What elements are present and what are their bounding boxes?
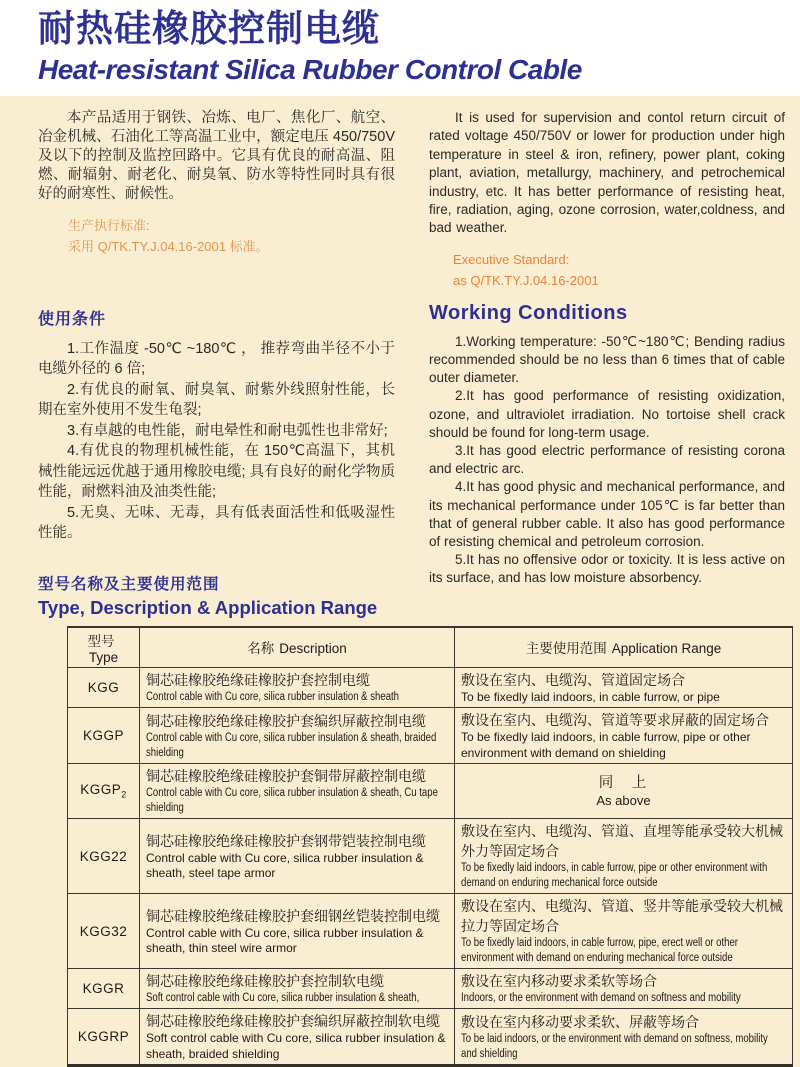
- cell-description: 铜芯硅橡胶绝缘硅橡胶护套铜带屏蔽控制电缆 Control cable with Cu core, silica rubber insulation & sheath, Cu tape shielding: [140, 764, 455, 819]
- condition-item: 2.It has good performance of resisting oxidization, ozone, and ultraviolet irradiation. No tortoise shell crack should be found for long-term usage.: [429, 388, 785, 440]
- condition-item: 5.无臭、无味、无毒，具有低表面活性和低吸湿性性能。: [38, 504, 395, 542]
- condition-item: 3.It has good electric performance of resisting corona and electric arc.: [429, 443, 785, 477]
- cell-application: 敷设在室内、电缆沟、管道、直埋等能承受较大机械外力等固定场合 To be fixedly laid indoors, in cable furrow, pipe or other environment with demand on enduring mechanical force outside: [455, 819, 793, 894]
- condition-item: 5.It has no offensive odor or toxicity. It is less active on its surface, and has low moisture absorbency.: [429, 552, 785, 586]
- cell-description: 铜芯硅橡胶绝缘硅橡胶护套编织屏蔽控制软电缆 Soft control cable with Cu core, silica rubber insulation & sheath, braided shielding: [140, 1009, 455, 1066]
- table-row: [68, 969, 793, 1009]
- cell-type: KGGR: [68, 969, 140, 1009]
- page-title-en: Heat-resistant Silica Rubber Control Cable: [38, 53, 582, 85]
- column-header-type: 型号Type: [68, 627, 140, 668]
- intro-column-zh: [38, 109, 395, 291]
- content-sheet: [0, 96, 800, 1067]
- table-row: [68, 708, 793, 764]
- condition-item: 4.有优良的物理机械性能，在 150℃高温下，其机械性能远远优越于通用橡胶电缆; 具有良好的耐化学物质性能，耐燃料油及油类性能;: [38, 443, 395, 501]
- cell-description: 铜芯硅橡胶绝缘硅橡胶护套编织屏蔽控制电缆 Control cable with Cu core, silica rubber insulation & sheath, braided shielding: [140, 708, 455, 764]
- cell-description: 铜芯硅橡胶绝缘硅橡胶护套控制软电缆 Soft control cable with Cu core, silica rubber insulation & sheath,: [140, 969, 455, 1009]
- cell-description: 铜芯硅橡胶绝缘硅橡胶护套控制电缆 Control cable with Cu core, silica rubber insulation & sheath: [140, 667, 455, 708]
- column-header-application: 主要使用范围 Application Range: [455, 627, 793, 668]
- cell-type: KGGRP: [68, 1009, 140, 1066]
- standard-value-en: as Q/TK.TY.J.04.16-2001: [453, 272, 599, 288]
- page-title-zh: 耐热硅橡胶控制电缆: [38, 8, 380, 49]
- table-row: [68, 894, 793, 969]
- intro-paragraph-en: It is used for supervision and contol return circuit of rated voltage 450/750V or lower for production under high temperature in steel & iron, refinery, power plant, coking plant, aviation, metallurgy, machinery, and petrochemical industry, etc. It has better performance of resisting heat, fire, radiation, aging, ozone corrosion, water,coldness, and bad weather.: [429, 110, 785, 236]
- production-standard-zh: [68, 215, 395, 257]
- condition-item: 1.Working temperature: -50℃~180℃; Bending radius recommended should be no less than 6 times that of cable outer diameter.: [429, 333, 785, 386]
- masthead: [0, 0, 800, 96]
- table-row: [68, 819, 793, 894]
- cell-description: 铜芯硅橡胶绝缘硅橡胶护套钢带铠装控制电缆 Control cable with Cu core, silica rubber insulation & sheath, steel tape armor: [140, 819, 455, 894]
- condition-item: 2.有优良的耐氧、耐臭氧、耐紫外线照射性能，长期在室外使用不发生龟裂;: [38, 381, 395, 419]
- table-row: [68, 764, 793, 819]
- standard-value-zh: 采用 Q/TK.TY.J.04.16-2001 标准。: [68, 239, 269, 254]
- cell-application: 敷设在室内、电缆沟、管道、竖井等能承受较大机械拉力等固定场合 To be fixedly laid indoors, in cable furrow, pipe, erect well or other environment with demand on enduring mechanical force outside: [455, 894, 793, 969]
- conditions-column-zh: [38, 291, 395, 588]
- cell-type: KGG32: [68, 894, 140, 969]
- conditions-header-en: Working Conditions: [429, 301, 628, 324]
- cell-application: 敷设在室内、电缆沟、管道等要求屏蔽的固定场合 To be fixedly laid indoors, in cable furrow, pipe or other environment with demand on shielding: [455, 708, 793, 764]
- type-section-header-zh: 型号名称及主要使用范围: [38, 575, 220, 593]
- condition-item: 3.有卓越的电性能，耐电晕性和耐电弧性也非常好;: [67, 422, 388, 439]
- cell-type: $KGGP_2$: [68, 764, 140, 819]
- cell-application: 敷设在室内移动要求柔软、屏蔽等场合 To be laid indoors, or the environment with demand on softness, mobility and shielding: [455, 1009, 793, 1066]
- cell-application: 敷设在室内、电缆沟、管道固定场合 To be fixedly laid indoors, in cable furrow, or pipe: [455, 667, 793, 708]
- executive-standard-en: [453, 249, 785, 291]
- cell-type: KGG: [68, 667, 140, 708]
- condition-item: 1.工作温度 -50℃ ~180℃ ， 推荐弯曲半径不小于电缆外径的 6 倍;: [38, 340, 395, 378]
- table-row: [68, 1009, 793, 1066]
- cell-application: 敷设在室内移动要求柔软等场合 Indoors, or the environment with demand on softness and mobility: [455, 969, 793, 1009]
- condition-item: 4.It has good physic and mechanical performance, and its mechanical performance under 105℃ is far better than that of general rubber cable. It also has good performance of resisting chemical and petroleum corrosion.: [429, 479, 785, 550]
- type-table: [67, 626, 793, 1067]
- standard-label-zh: 生产执行标准:: [68, 218, 150, 233]
- table-header-row: [68, 627, 793, 668]
- standard-label-en: Executive Standard:: [453, 251, 570, 267]
- conditions-header-zh: 使用条件: [38, 310, 107, 328]
- type-section: [38, 572, 785, 1067]
- cell-type: KGG22: [68, 819, 140, 894]
- cell-application: 同 上 As above: [455, 764, 793, 819]
- type-section-header-en: Type, Description & Application Range: [38, 596, 378, 618]
- intro-paragraph-zh: 本产品适用于钢铁、冶炼、电厂、焦化厂、航空、冶金机械、石油化工等高温工业中，额定电压 450/750V 及以下的控制及监控回路中。它具有优良的耐高温、阻燃、耐辐射、耐老化、耐臭氧、防水等特性同时具有很好的耐寒性、耐候性。: [38, 110, 395, 202]
- conditions-section: [38, 291, 785, 588]
- cell-description: 铜芯硅橡胶绝缘硅橡胶护套细钢丝铠装控制电缆 Control cable with Cu core, silica rubber insulation & sheath, thin steel wire armor: [140, 894, 455, 969]
- cell-type: KGGP: [68, 708, 140, 764]
- intro-column-en: [429, 109, 785, 291]
- table-row: [68, 667, 793, 708]
- intro-section: [38, 109, 785, 291]
- column-header-description: 名称 Description: [140, 627, 455, 668]
- conditions-column-en: [429, 291, 785, 588]
